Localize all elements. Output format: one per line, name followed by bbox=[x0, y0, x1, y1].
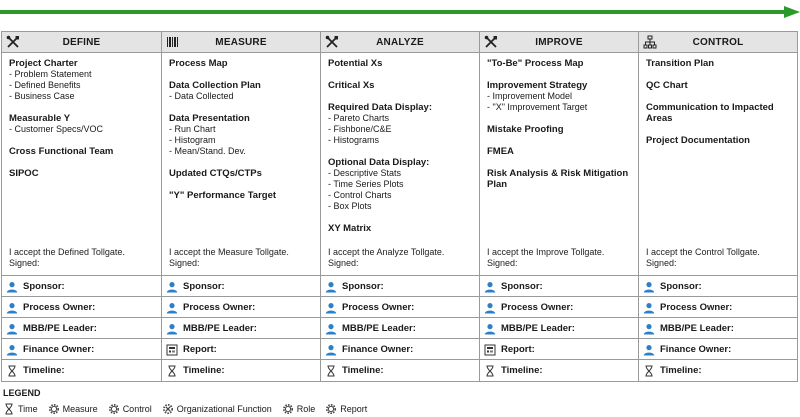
deliverable-title: "To-Be" Process Map bbox=[487, 58, 584, 69]
deliverable-section bbox=[487, 146, 638, 157]
deliverable-section bbox=[169, 58, 320, 69]
hourglass-icon bbox=[643, 364, 655, 376]
deliverable-title: FMEA bbox=[487, 146, 514, 157]
deliverable-title: Required Data Display: bbox=[328, 102, 432, 113]
deliverable-section bbox=[487, 124, 638, 135]
phase-title: CONTROL bbox=[692, 36, 744, 48]
person-icon bbox=[484, 280, 496, 292]
deliverable-title: Communication to Impacted Areas bbox=[646, 102, 774, 124]
person-icon bbox=[484, 322, 496, 334]
acceptance-line: Signed: bbox=[169, 258, 200, 268]
gear-icon bbox=[282, 403, 297, 415]
phase-deliverables bbox=[321, 53, 479, 275]
person-icon bbox=[325, 280, 337, 292]
deliverable-item: - Histogram bbox=[169, 135, 216, 145]
deliverable-title: Transition Plan bbox=[646, 58, 715, 69]
deliverable-item: - Customer Specs/VOC bbox=[9, 124, 104, 134]
phase-column-control bbox=[638, 32, 797, 381]
phase-title: IMPROVE bbox=[535, 36, 583, 48]
signoff-row[interactable] bbox=[2, 296, 161, 317]
signoff-row[interactable] bbox=[321, 275, 479, 296]
signoff-row[interactable] bbox=[162, 317, 320, 338]
acceptance-line: I accept the Improve Tollgate. bbox=[487, 247, 605, 257]
deliverable-item: - Problem Statement bbox=[9, 69, 92, 79]
deliverable-title: Potential Xs bbox=[328, 58, 383, 69]
deliverable-item: - Mean/Stand. Dev. bbox=[169, 146, 246, 156]
signoff-row[interactable] bbox=[639, 338, 797, 359]
progress-arrow bbox=[0, 6, 800, 18]
signoff-row[interactable] bbox=[639, 359, 797, 380]
tollgate-acceptance bbox=[169, 247, 289, 269]
phase-column-improve bbox=[479, 32, 638, 381]
legend-label: Role bbox=[296, 404, 316, 414]
signoff-row[interactable] bbox=[639, 317, 797, 338]
legend-item bbox=[48, 403, 98, 415]
signoff-row[interactable] bbox=[162, 296, 320, 317]
deliverable-title: Mistake Proofing bbox=[487, 124, 564, 135]
signoff-row[interactable] bbox=[162, 338, 320, 359]
phase-header-define bbox=[2, 32, 161, 53]
legend-item bbox=[108, 403, 152, 415]
signoff-row[interactable] bbox=[480, 275, 638, 296]
deliverable-title: Updated CTQs/CTPs bbox=[169, 168, 262, 179]
deliverable-item: - Improvement Model bbox=[487, 91, 573, 101]
signoff-label: Timeline: bbox=[660, 364, 702, 376]
signoff-row[interactable] bbox=[321, 359, 479, 380]
deliverable-section bbox=[169, 80, 320, 102]
deliverable-title: Project Documentation bbox=[646, 135, 750, 146]
signoff-label: Timeline: bbox=[342, 364, 384, 376]
deliverable-section bbox=[9, 146, 161, 157]
tollgate-grid bbox=[1, 31, 798, 382]
legend-item bbox=[282, 403, 316, 415]
gear-cross-icon bbox=[162, 403, 177, 415]
deliverable-section bbox=[487, 80, 638, 113]
person-icon bbox=[325, 343, 337, 355]
signoff-row[interactable] bbox=[480, 359, 638, 380]
signoff-label: Sponsor: bbox=[183, 280, 225, 292]
deliverable-title: Process Map bbox=[169, 58, 228, 69]
deliverable-section bbox=[169, 168, 320, 179]
acceptance-line: I accept the Measure Tollgate. bbox=[169, 247, 289, 257]
deliverable-item: - Pareto Charts bbox=[328, 113, 390, 123]
phase-column-measure bbox=[161, 32, 320, 381]
signoff-label: MBB/PE Leader: bbox=[23, 322, 97, 334]
deliverable-section bbox=[646, 58, 797, 69]
signoff-label: Sponsor: bbox=[342, 280, 384, 292]
person-icon bbox=[643, 322, 655, 334]
deliverable-item: - Descriptive Stats bbox=[328, 168, 402, 178]
deliverable-title: Critical Xs bbox=[328, 80, 375, 91]
signoff-label: MBB/PE Leader: bbox=[660, 322, 734, 334]
deliverable-section bbox=[646, 102, 797, 124]
signoff-row[interactable] bbox=[321, 296, 479, 317]
person-icon bbox=[6, 343, 18, 355]
person-icon bbox=[6, 280, 18, 292]
signoff-row[interactable] bbox=[321, 338, 479, 359]
tollgate-acceptance bbox=[9, 247, 125, 269]
signoff-row[interactable] bbox=[2, 275, 161, 296]
phase-column-define bbox=[2, 32, 161, 381]
signoff-row[interactable] bbox=[162, 275, 320, 296]
tollgate-acceptance bbox=[328, 247, 444, 269]
legend-label: Report bbox=[340, 404, 368, 414]
signoff-label: Sponsor: bbox=[23, 280, 65, 292]
signoff-label: MBB/PE Leader: bbox=[183, 322, 257, 334]
phase-column-analyze bbox=[320, 32, 479, 381]
person-icon bbox=[643, 343, 655, 355]
signoff-row[interactable] bbox=[480, 338, 638, 359]
signoff-label: Process Owner: bbox=[342, 301, 415, 313]
legend-label: Organizational Function bbox=[176, 404, 272, 414]
deliverable-section bbox=[9, 113, 161, 135]
deliverable-item: - Fishbone/C&E bbox=[328, 124, 392, 134]
gear-icon bbox=[325, 403, 340, 415]
deliverable-section bbox=[646, 135, 797, 146]
deliverable-title: QC Chart bbox=[646, 80, 688, 91]
legend bbox=[3, 388, 377, 415]
acceptance-line: Signed: bbox=[9, 258, 40, 268]
signoff-label: Timeline: bbox=[23, 364, 65, 376]
person-icon bbox=[6, 322, 18, 334]
deliverable-title: Measurable Y bbox=[9, 113, 71, 124]
deliverable-item: - Time Series Plots bbox=[328, 179, 404, 189]
signoff-label: Sponsor: bbox=[501, 280, 543, 292]
deliverable-title: XY Matrix bbox=[328, 223, 372, 234]
person-icon bbox=[643, 280, 655, 292]
legend-items bbox=[3, 403, 377, 415]
phase-deliverables bbox=[639, 53, 797, 275]
phase-deliverables bbox=[162, 53, 320, 275]
deliverable-title: Optional Data Display: bbox=[328, 157, 430, 168]
report-icon bbox=[484, 343, 496, 355]
deliverable-title: "Y" Performance Target bbox=[169, 190, 277, 201]
person-icon bbox=[6, 301, 18, 313]
signoff-label: Timeline: bbox=[183, 364, 225, 376]
deliverable-section bbox=[487, 58, 638, 69]
deliverable-item: - Business Case bbox=[9, 91, 75, 101]
deliverable-section bbox=[169, 190, 320, 201]
deliverable-section bbox=[328, 223, 479, 234]
person-icon bbox=[643, 301, 655, 313]
deliverable-item: - Defined Benefits bbox=[9, 80, 81, 90]
deliverable-section bbox=[328, 157, 479, 212]
deliverable-item: - Histograms bbox=[328, 135, 380, 145]
hourglass-icon bbox=[6, 364, 18, 376]
acceptance-line: I accept the Analyze Tollgate. bbox=[328, 247, 445, 257]
person-icon bbox=[166, 322, 178, 334]
deliverable-item: - Run Chart bbox=[169, 124, 216, 134]
phase-header-measure bbox=[162, 32, 320, 53]
signoff-label: MBB/PE Leader: bbox=[501, 322, 575, 334]
signoff-row[interactable] bbox=[639, 296, 797, 317]
legend-label: Time bbox=[18, 404, 38, 414]
person-icon bbox=[325, 301, 337, 313]
person-icon bbox=[166, 301, 178, 313]
deliverable-section bbox=[328, 80, 479, 91]
phase-header-analyze bbox=[321, 32, 479, 53]
hourglass-icon bbox=[3, 403, 18, 415]
report-icon bbox=[166, 343, 178, 355]
phase-deliverables bbox=[2, 53, 161, 275]
signoff-row[interactable] bbox=[162, 359, 320, 380]
deliverable-item: - Control Charts bbox=[328, 190, 392, 200]
phase-title: ANALYZE bbox=[376, 36, 424, 48]
person-icon bbox=[484, 301, 496, 313]
acceptance-line: Signed: bbox=[328, 258, 359, 268]
signoff-row[interactable] bbox=[2, 317, 161, 338]
hourglass-icon bbox=[166, 364, 178, 376]
legend-item bbox=[3, 403, 38, 415]
signoff-label: Process Owner: bbox=[501, 301, 574, 313]
acceptance-line: I accept the Control Tollgate. bbox=[646, 247, 760, 257]
tollgate-acceptance bbox=[487, 247, 604, 269]
phase-title: DEFINE bbox=[62, 36, 101, 48]
signoff-label: Sponsor: bbox=[660, 280, 702, 292]
hourglass-icon bbox=[325, 364, 337, 376]
signoff-label: Report: bbox=[501, 343, 535, 355]
signoff-label: Process Owner: bbox=[23, 301, 96, 313]
signoff-label: Finance Owner: bbox=[342, 343, 414, 355]
deliverable-section bbox=[487, 168, 638, 190]
signoff-label: Timeline: bbox=[501, 364, 543, 376]
signoff-label: Process Owner: bbox=[183, 301, 256, 313]
legend-title: LEGEND bbox=[3, 388, 41, 398]
signoff-row[interactable] bbox=[639, 275, 797, 296]
deliverable-section bbox=[169, 113, 320, 157]
gear-icon bbox=[108, 403, 123, 415]
deliverable-title: Data Collection Plan bbox=[169, 80, 261, 91]
phase-header-improve bbox=[480, 32, 638, 53]
legend-label: Measure bbox=[62, 404, 98, 414]
deliverable-title: SIPOC bbox=[9, 168, 39, 179]
phase-title: MEASURE bbox=[215, 36, 267, 48]
deliverable-section bbox=[646, 80, 797, 91]
deliverable-section bbox=[328, 102, 479, 146]
acceptance-line: I accept the Defined Tollgate. bbox=[9, 247, 125, 257]
signoff-row[interactable] bbox=[2, 359, 161, 380]
acceptance-line: Signed: bbox=[487, 258, 518, 268]
signoff-label: Report: bbox=[183, 343, 217, 355]
legend-item bbox=[162, 403, 272, 415]
signoff-label: Finance Owner: bbox=[660, 343, 732, 355]
acceptance-line: Signed: bbox=[646, 258, 677, 268]
deliverable-item: - Box Plots bbox=[328, 201, 372, 211]
legend-item bbox=[325, 403, 367, 415]
deliverable-section bbox=[328, 58, 479, 69]
gear-icon bbox=[48, 403, 63, 415]
phase-header-control bbox=[639, 32, 797, 53]
signoff-label: MBB/PE Leader: bbox=[342, 322, 416, 334]
tollgate-acceptance bbox=[646, 247, 760, 269]
phase-deliverables bbox=[480, 53, 638, 275]
signoff-label: Finance Owner: bbox=[23, 343, 95, 355]
person-icon bbox=[325, 322, 337, 334]
deliverable-item: - "X" Improvement Target bbox=[487, 102, 588, 112]
deliverable-section bbox=[9, 168, 161, 179]
deliverable-title: Cross Functional Team bbox=[9, 146, 114, 157]
hourglass-icon bbox=[484, 364, 496, 376]
signoff-row[interactable] bbox=[480, 317, 638, 338]
deliverable-section bbox=[9, 58, 161, 102]
signoff-row[interactable] bbox=[480, 296, 638, 317]
person-icon bbox=[166, 280, 178, 292]
deliverable-title: Data Presentation bbox=[169, 113, 250, 124]
legend-label: Control bbox=[122, 404, 152, 414]
signoff-row[interactable] bbox=[2, 338, 161, 359]
deliverable-title: Project Charter bbox=[9, 58, 78, 69]
deliverable-title: Risk Analysis & Risk Mitigation Plan bbox=[487, 168, 629, 190]
deliverable-item: - Data Collected bbox=[169, 91, 234, 101]
signoff-row[interactable] bbox=[321, 317, 479, 338]
signoff-label: Process Owner: bbox=[660, 301, 733, 313]
deliverable-title: Improvement Strategy bbox=[487, 80, 588, 91]
